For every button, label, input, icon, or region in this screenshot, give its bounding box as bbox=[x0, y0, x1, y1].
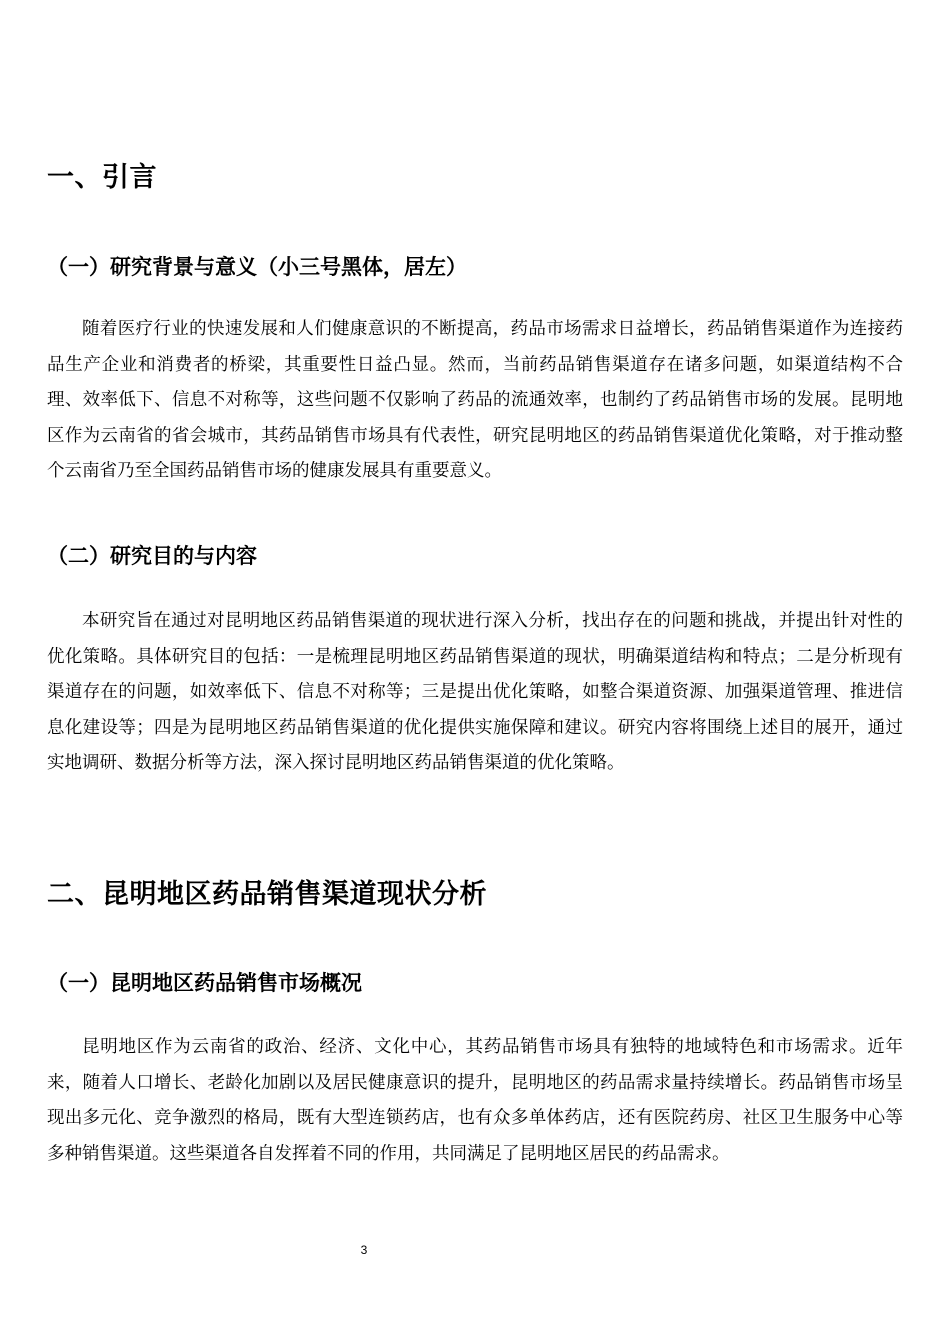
paragraph-market-overview: 昆明地区作为云南省的政治、经济、文化中心，其药品销售市场具有独特的地域特色和市场需求。近年来，随着人口增长、老龄化加剧以及居民健康意识的提升，昆明地区的药品需求量持续增长。药品销售市场呈现出多元化、竞争激烈的格局，既有大型连锁药店，也有众多单体药店，还有医院药房、社区卫生服务中心等多种销售渠道。这些渠道各自发挥着不同的作用，共同满足了昆明地区居民的药品需求。 bbox=[47, 1037, 903, 1164]
section-heading-introduction: 一、引言 bbox=[47, 162, 157, 193]
page-number: 3 bbox=[360, 1243, 368, 1257]
paragraph-background: 随着医疗行业的快速发展和人们健康意识的不断提高，药品市场需求日益增长，药品销售渠道作为连接药品生产企业和消费者的桥梁，其重要性日益凸显。然而，当前药品销售渠道存在诸多问题，如渠道结构不合理、效率低下、信息不对称等，这些问题不仅影响了药品的流通效率，也制约了药品销售市场的发展。昆明地区作为云南省的省会城市，其药品销售市场具有代表性，研究昆明地区的药品销售渠道优化策略，对于推动整个云南省乃至全国药品销售市场的健康发展具有重要意义。 bbox=[47, 319, 903, 481]
subsection-heading-background: （一）研究背景与意义（小三号黑体，居左） bbox=[47, 255, 467, 279]
paragraph-objectives: 本研究旨在通过对昆明地区药品销售渠道的现状进行深入分析，找出存在的问题和挑战，并提出针对性的优化策略。具体研究目的包括：一是梳理昆明地区药品销售渠道的现状，明确渠道结构和特点；二是分析现有渠道存在的问题，如效率低下、信息不对称等；三是提出优化策略，如整合渠道资源、加强渠道管理、推进信息化建设等；四是为昆明地区药品销售渠道的优化提供实施保障和建议。研究内容将围绕上述目的展开，通过实地调研、数据分析等方法，深入探讨昆明地区药品销售渠道的优化策略。 bbox=[47, 611, 903, 773]
subsection-heading-market-overview: （一）昆明地区药品销售市场概况 bbox=[47, 971, 362, 995]
section-heading-current-status: 二、昆明地区药品销售渠道现状分析 bbox=[47, 879, 487, 910]
subsection-heading-objectives: （二）研究目的与内容 bbox=[47, 544, 257, 568]
